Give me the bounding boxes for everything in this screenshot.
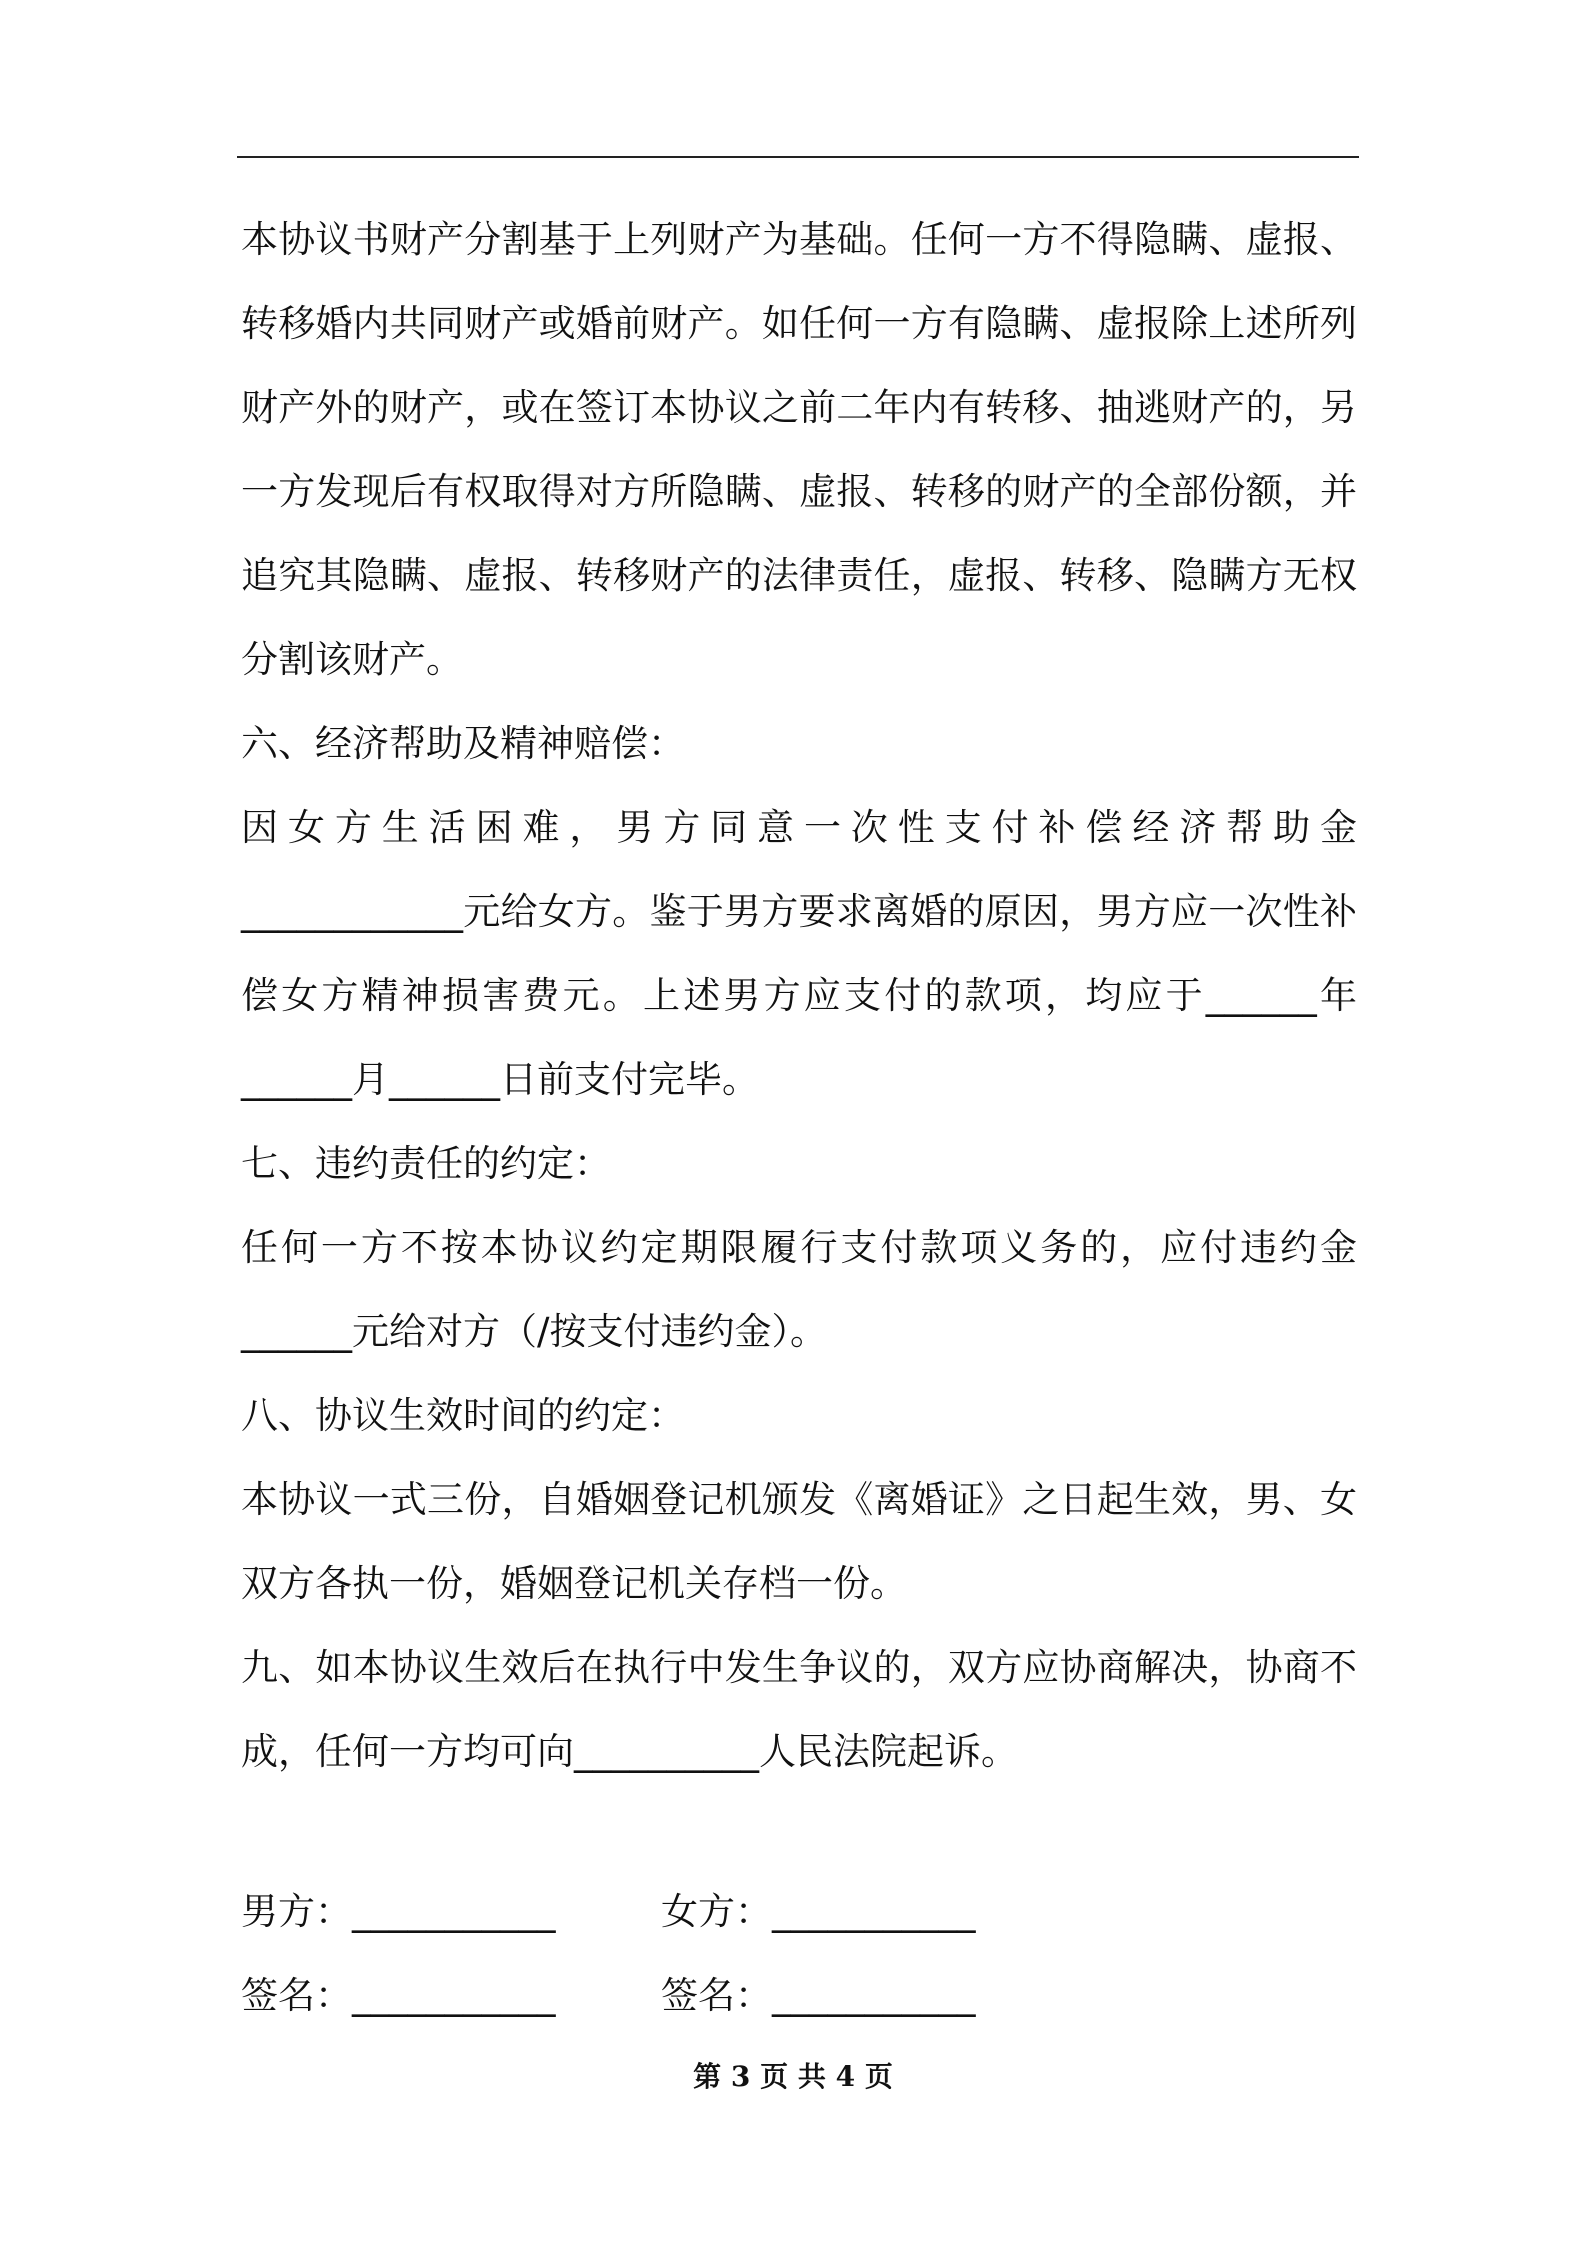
signature-block	[241, 1870, 1141, 2038]
document-body	[241, 198, 1357, 1794]
paragraph-effective: 本协议一式三份，自婚姻登记机颁发《离婚证》之日起生效，男、女双方各执一份，婚姻登记机关存档一份。	[241, 1478, 1357, 1605]
section-heading-six: 六、经济帮助及精神赔偿：	[241, 722, 685, 765]
male-party-field: 男方：___________	[241, 1890, 556, 1933]
section-heading-seven: 七、违约责任的约定：	[241, 1142, 611, 1185]
female-party-field: 女方：___________	[661, 1890, 976, 1933]
female-signature-field: 签名：___________	[661, 1974, 976, 2017]
page-number: 第 3 页 共 4 页	[693, 2060, 893, 2093]
signature-row-sign	[241, 1954, 1141, 2038]
male-signature-field: 签名：___________	[241, 1974, 556, 2017]
paragraph-economic-aid: 因女方生活困难，男方同意一次性支付补偿经济帮助金	[241, 806, 1357, 849]
signature-row-party	[241, 1870, 1141, 1954]
paragraph-breach: 任何一方不按本协议约定期限履行支付款项义务的，应付违约金______元给对方（/按支付违约金）。	[241, 1226, 1357, 1353]
paragraph-property-disclosure: 本协议书财产分割基于上列财产为基础。任何一方不得隐瞒、虚报、转移婚内共同财产或婚前财产。如任何一方有隐瞒、虚报除上述所列财产外的财产，或在签订本协议之前二年内有转移、抽逃财产的，另一方发现后有权取得对方所隐瞒、虚报、转移的财产的全部份额，并追究其隐瞒、虚报、转移财产的法律责任，虚报、转移、隐瞒方无权分割该财产。	[241, 218, 1357, 681]
section-heading-eight: 八、协议生效时间的约定：	[241, 1394, 685, 1437]
header-rule	[237, 156, 1359, 158]
paragraph-dispute: 九、如本协议生效后在执行中发生争议的，双方应协商解决，协商不成，任何一方均可向__________人民法院起诉。	[241, 1646, 1357, 1773]
paragraph-compensation: ____________元给女方。鉴于男方要求离婚的原因，男方应一次性补偿女方精神损害费元。上述男方应支付的款项，均应于______年______月______日前支付完毕。	[241, 890, 1357, 1101]
